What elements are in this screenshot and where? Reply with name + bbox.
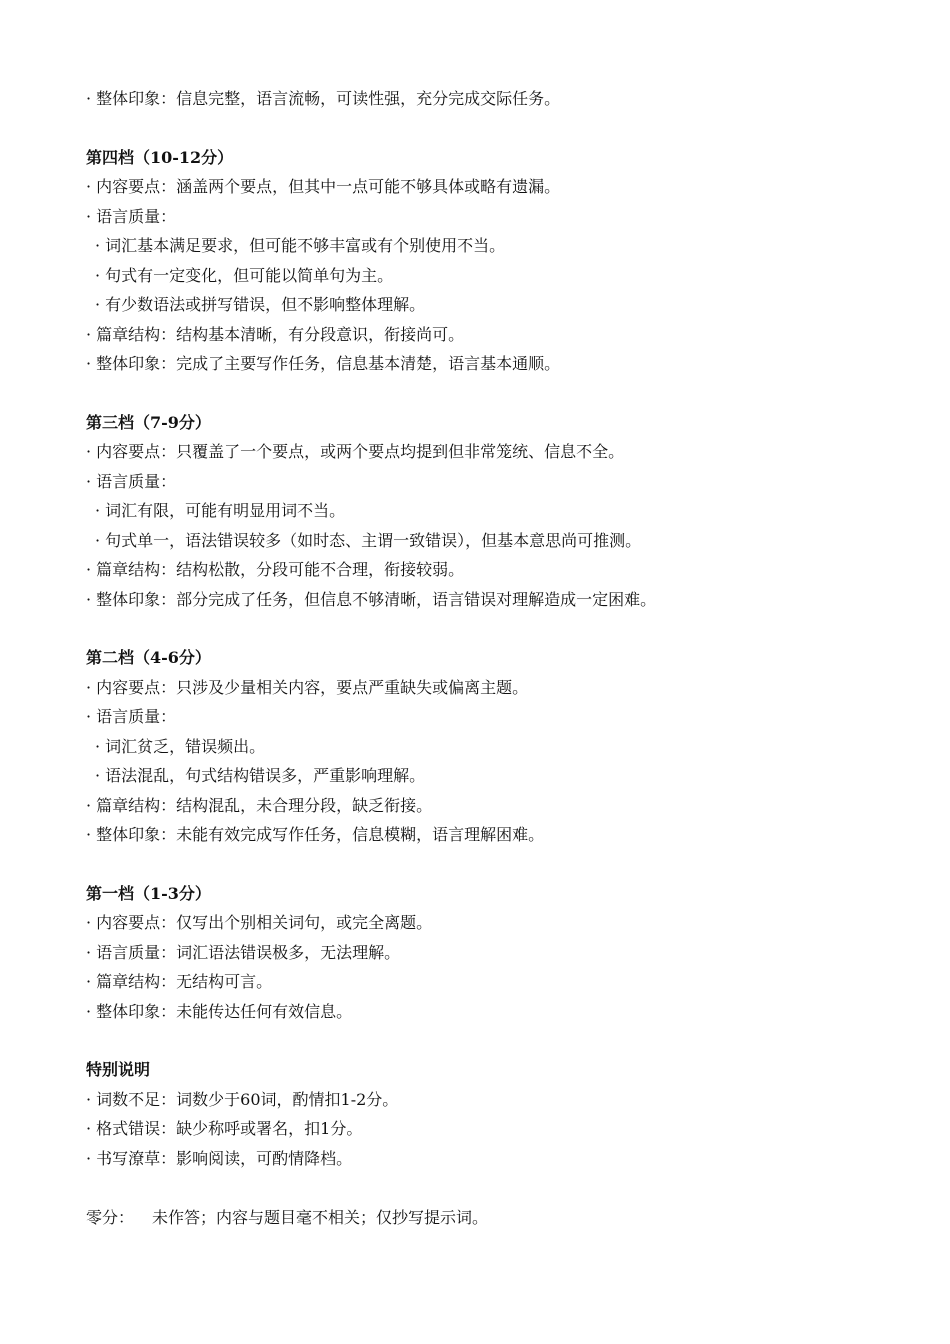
- band-4-section: [86, 143, 906, 379]
- special-notes-heading: 特别说明: [86, 1060, 151, 1079]
- band-2-impression-line: · 整体印象：未能有效完成写作任务，信息模糊，语言理解困难。: [86, 825, 545, 844]
- band-1-language-line: · 语言质量：词汇语法错误极多，无法理解。: [86, 942, 401, 962]
- band-1-structure-line: · 篇章结构：无结构可言。: [86, 972, 273, 991]
- band-2-content-line: · 内容要点：只涉及少量相关内容，要点严重缺失或偏离主题。: [86, 677, 529, 697]
- word-count-note-line: · 词数不足：词数少于60词，酌情扣1-2分。: [86, 1089, 399, 1109]
- band-1-section: [86, 879, 906, 1027]
- band-4-language-line: · 语言质量：: [86, 206, 177, 226]
- zero-score-row: [86, 1203, 906, 1233]
- band-3-heading: 第三档（7-9分）: [86, 412, 211, 432]
- band-4-grammar-line: · 有少数语法或拼写错误，但不影响整体理解。: [95, 295, 426, 314]
- band-1-impression-line: · 整体印象：未能传达任何有效信息。: [86, 1001, 353, 1021]
- handwriting-note-line: · 书写潦草：影响阅读，可酌情降档。: [86, 1148, 353, 1168]
- document-page: [86, 84, 906, 1233]
- band-2-heading: 第二档（4-6分）: [86, 648, 211, 667]
- band-4-vocab-line: · 词汇基本满足要求，但可能不够丰富或有个别使用不当。: [95, 236, 506, 255]
- band-4-sentence-line: · 句式有一定变化，但可能以简单句为主。: [95, 265, 394, 285]
- band-3-vocab-line: · 词汇有限，可能有明显用词不当。: [95, 501, 346, 520]
- special-notes-section: [86, 1055, 906, 1173]
- band-4-impression-line: · 整体印象：完成了主要写作任务，信息基本清楚，语言基本通顺。: [86, 354, 561, 373]
- band-3-sentence-line: · 句式单一，语法错误较多（如时态、主谓一致错误），但基本意思尚可推测。: [95, 530, 642, 550]
- band-4-structure-line: · 篇章结构：结构基本清晰，有分段意识，衔接尚可。: [86, 324, 465, 344]
- band-3-section: [86, 408, 906, 615]
- band-2-grammar-line: · 语法混乱，句式结构错误多，严重影响理解。: [95, 766, 426, 785]
- band-3-content-line: · 内容要点：只覆盖了一个要点，或两个要点均提到但非常笼统、信息不全。: [86, 442, 625, 461]
- zero-score-label: 零分：: [86, 1208, 135, 1227]
- overall-impression-line: · 整体印象：信息完整，语言流畅，可读性强，充分完成交际任务。: [86, 89, 561, 108]
- zero-score-text: 未作答；内容与题目毫不相关；仅抄写提示词。: [152, 1208, 489, 1227]
- band-2-language-line: · 语言质量：: [86, 707, 177, 726]
- band-2-section: [86, 643, 906, 850]
- band-1-content-line: · 内容要点：仅写出个别相关词句，或完全离题。: [86, 913, 433, 932]
- format-error-note-line: · 格式错误：缺少称呼或署名，扣1分。: [86, 1119, 363, 1138]
- band-1-heading: 第一档（1-3分）: [86, 883, 211, 903]
- zero-score-line: [86, 1203, 906, 1233]
- band-3-impression-line: · 整体印象：部分完成了任务，但信息不够清晰，语言错误对理解造成一定困难。: [86, 589, 657, 609]
- band-4-heading: 第四档（10-12分）: [86, 147, 234, 167]
- band-4-content-line: · 内容要点：涵盖两个要点，但其中一点可能不够具体或略有遗漏。: [86, 177, 561, 196]
- band-3-structure-line: · 篇章结构：结构松散，分段可能不合理，衔接较弱。: [86, 560, 465, 579]
- band-3-language-line: · 语言质量：: [86, 471, 177, 491]
- band-2-vocab-line: · 词汇贫乏，错误频出。: [95, 736, 266, 756]
- band-2-structure-line: · 篇章结构：结构混乱，未合理分段，缺乏衔接。: [86, 795, 433, 815]
